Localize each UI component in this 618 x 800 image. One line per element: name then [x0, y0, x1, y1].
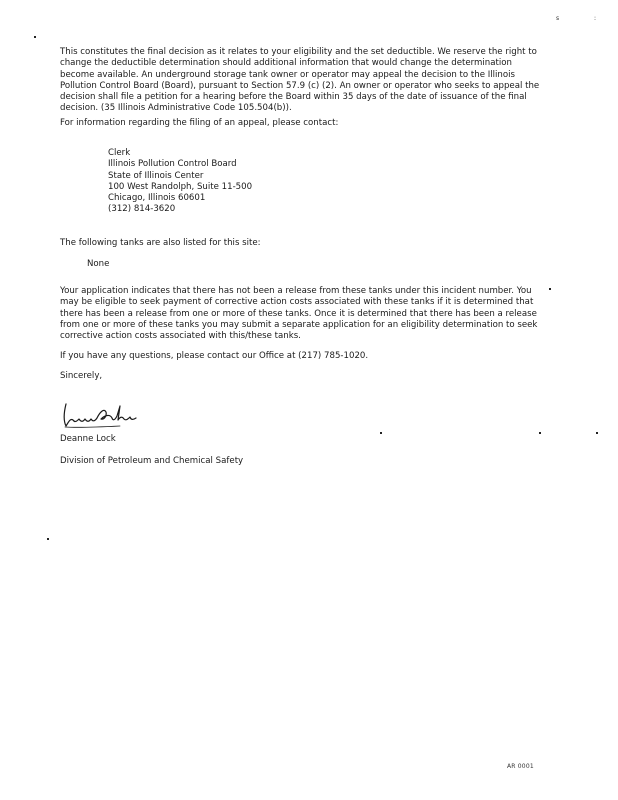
- page-mark: s: [556, 15, 560, 22]
- address-line: Chicago, Illinois 60601: [108, 193, 206, 204]
- page-mark: :: [594, 15, 597, 22]
- questions-paragraph: If you have any questions, please contact our Office at (217) 785-1020.: [60, 351, 369, 361]
- tanks-list-value: None: [87, 259, 110, 269]
- application-paragraph: Your application indicates that there has not been a release from these tanks under this incident number. You may be eligible to seek payment of corrective action costs associated with these tanks if it is determined that there has been a release from one or more of these tanks. Once it is determined that there has been a release from one or more of these tanks you may submit a separate application for an eligibility determination to seek corrective action costs associated with this/these tanks.: [60, 286, 538, 342]
- scan-speck: [34, 36, 36, 38]
- bates-number: AR 0001: [507, 763, 534, 770]
- signer-name: Deanne Lock: [60, 434, 116, 444]
- board-address-block: [108, 148, 252, 216]
- address-line: 100 West Randolph, Suite 11-500: [108, 181, 253, 192]
- final-decision-paragraph: This constitutes the final decision as it relates to your eligibility and the set deductible. We reserve the right to change the deductible determination should additional information that would change the determination become available. An underground storage tank owner or operator may appeal the decision to the Illinois Pollution Control Board (Board), pursuant to Section 57.9 (c) (2). An owner or operator who seeks to appeal the decision shall file a petition for a hearing before the Board within 35 days of the date of issuance of the final decision. (35 Illinois Administrative Code 105.504(b)).: [60, 47, 540, 114]
- scan-speck: [47, 538, 49, 540]
- address-phone: (312) 814-3620: [108, 204, 176, 215]
- scan-speck: [380, 432, 382, 434]
- handwritten-signature: [60, 396, 138, 430]
- scan-speck: [549, 288, 551, 290]
- address-line: State of Illinois Center: [108, 170, 204, 181]
- scan-speck: [539, 432, 541, 434]
- tanks-list-intro: The following tanks are also listed for this site:: [60, 238, 261, 248]
- appeal-contact-intro: For information regarding the filing of an appeal, please contact:: [60, 118, 339, 128]
- scan-speck: [596, 432, 598, 434]
- address-line: Illinois Pollution Control Board: [108, 159, 237, 170]
- address-line: Clerk: [108, 148, 131, 158]
- closing-salutation: Sincerely,: [60, 371, 103, 381]
- signer-division: Division of Petroleum and Chemical Safety: [60, 456, 244, 466]
